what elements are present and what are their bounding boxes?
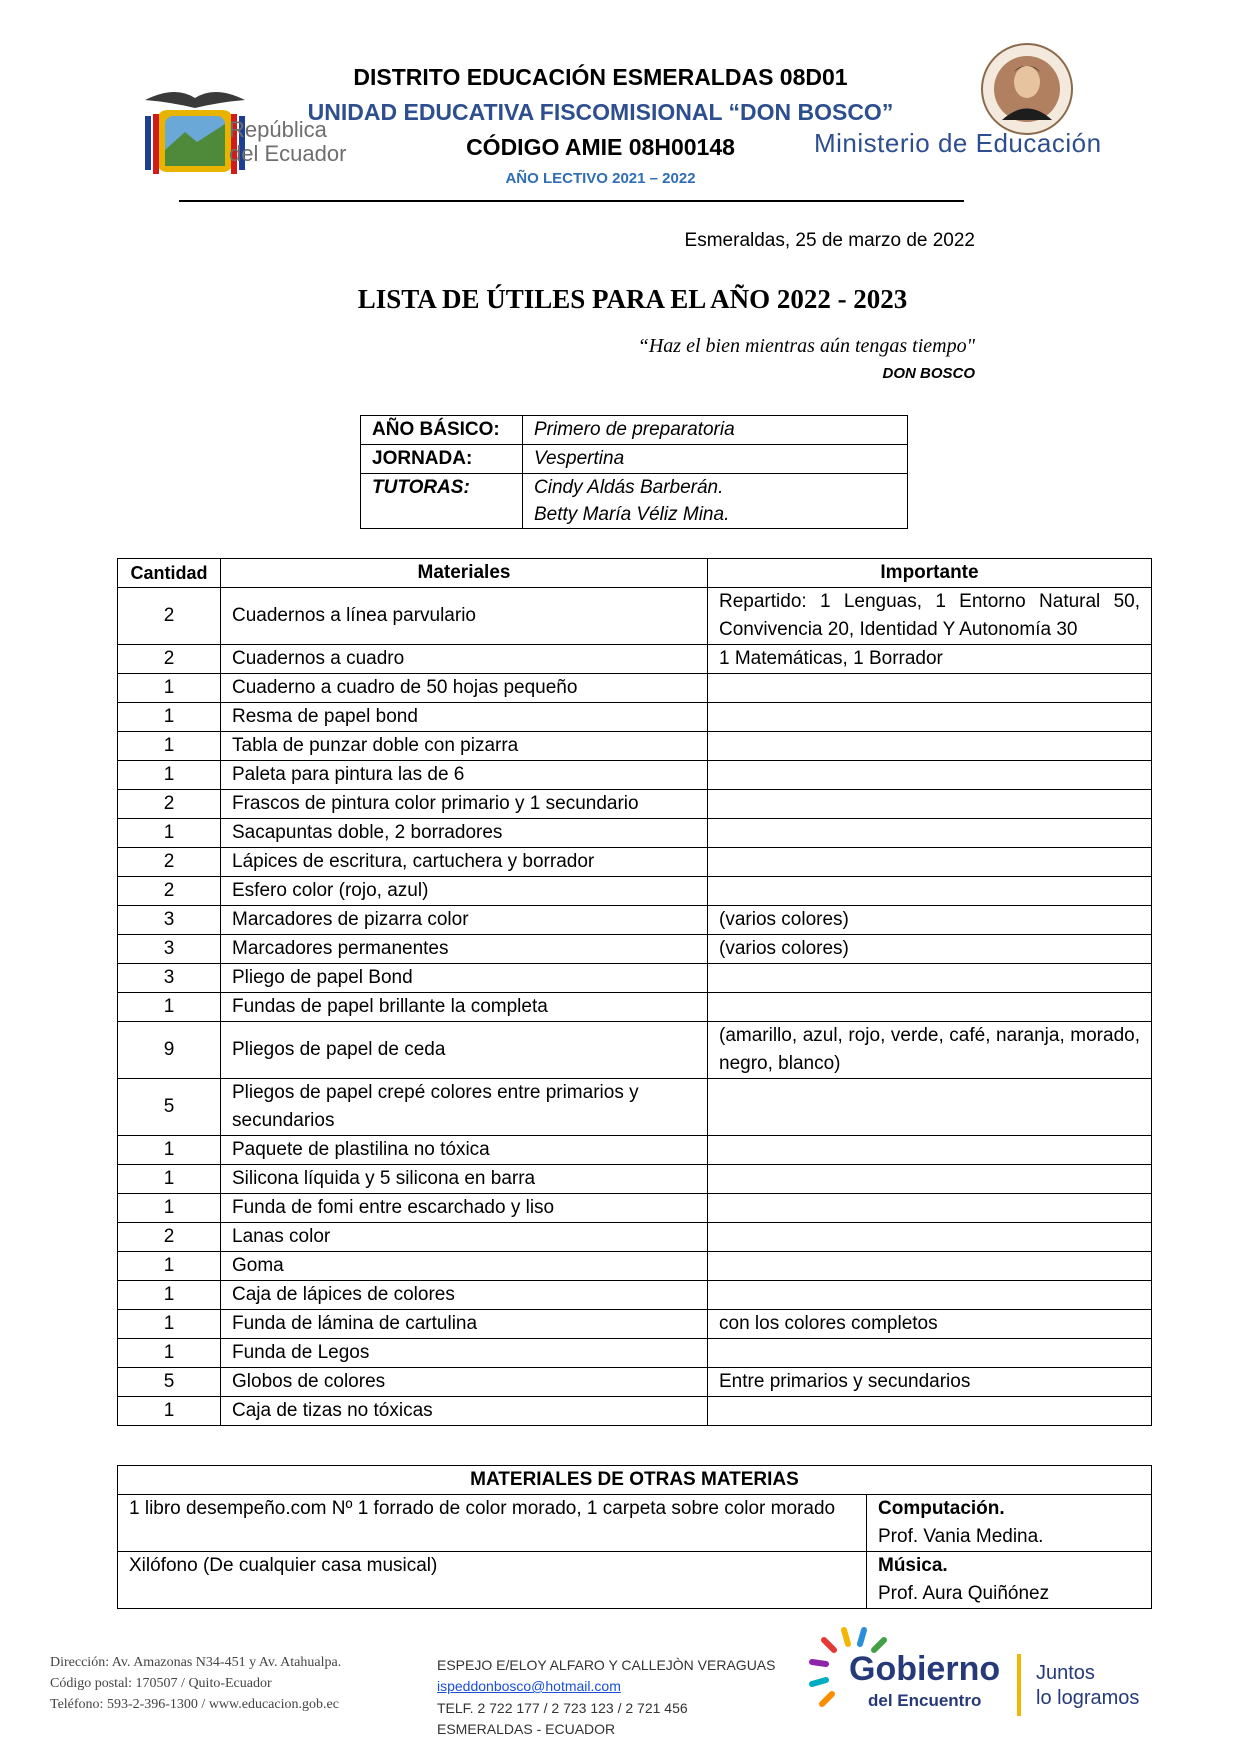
info-row-ano <box>361 416 908 445</box>
footer-address: Dirección: Av. Amazonas N34-451 y Av. Atahualpa. <box>50 1655 342 1670</box>
material-cell: Funda de lámina de cartulina <box>221 1310 708 1339</box>
republica-line2: del Ecuador <box>229 141 347 166</box>
logo-divider <box>1017 1654 1021 1716</box>
cantidad-cell: 1 <box>118 1165 221 1194</box>
quote: “Haz el bien mientras aún tengas tiempo" <box>637 335 975 357</box>
materials-header-row <box>118 559 1152 588</box>
table-row <box>118 1281 1152 1310</box>
footer-phone: Teléfono: 593-2-396-1300 / www.educacion.gob.ec <box>50 1697 339 1712</box>
table-row <box>118 1136 1152 1165</box>
table-row <box>118 848 1152 877</box>
importante-cell <box>708 761 1152 790</box>
material-cell: Paleta para pintura las de 6 <box>221 761 708 790</box>
importante-cell: con los colores completos <box>708 1310 1152 1339</box>
material-cell: Pliego de papel Bond <box>221 964 708 993</box>
cantidad-cell: 2 <box>118 877 221 906</box>
header-importante: Importante <box>708 559 1152 588</box>
importante-cell <box>708 1252 1152 1281</box>
jornada-value: Vespertina <box>523 445 908 474</box>
importante-cell: (varios colores) <box>708 906 1152 935</box>
tutoras-value <box>523 474 908 529</box>
importante-cell <box>708 1397 1152 1426</box>
cantidad-cell: 2 <box>118 790 221 819</box>
subject-name: Música. <box>878 1555 948 1576</box>
teacher-name: Prof. Vania Medina. <box>878 1526 1044 1547</box>
school-email-link[interactable]: ispeddonbosco@hotmail.com <box>437 1678 621 1694</box>
teacher-name: Prof. Aura Quiñónez <box>878 1583 1050 1604</box>
cantidad-cell: 3 <box>118 935 221 964</box>
importante-cell <box>708 674 1152 703</box>
material-cell: Marcadores permanentes <box>221 935 708 964</box>
material-cell: Pliegos de papel de ceda <box>221 1022 708 1079</box>
material-cell: Caja de tizas no tóxicas <box>221 1397 708 1426</box>
table-row <box>118 1022 1152 1079</box>
material-cell: Lápices de escritura, cartuchera y borrador <box>221 848 708 877</box>
importante-cell <box>708 1339 1152 1368</box>
table-row <box>118 1339 1152 1368</box>
material-cell: Cuadernos a línea parvulario <box>221 588 708 645</box>
cantidad-cell: 1 <box>118 1252 221 1281</box>
school-address: ESPEJO E/ELOY ALFARO Y CALLEJÒN VERAGUAS <box>437 1657 776 1673</box>
table-row <box>118 761 1152 790</box>
cantidad-cell: 2 <box>118 848 221 877</box>
other-subject-cell <box>867 1495 1152 1552</box>
material-cell: Resma de papel bond <box>221 703 708 732</box>
course-info-table <box>360 415 908 529</box>
table-row <box>118 1310 1152 1339</box>
cantidad-cell: 1 <box>118 1194 221 1223</box>
cantidad-cell: 1 <box>118 1281 221 1310</box>
importante-cell: Repartido: 1 Lenguas, 1 Entorno Natural 50, Convivencia 20, Identidad Y Autonomía 30 <box>708 588 1152 645</box>
table-row <box>118 645 1152 674</box>
material-cell: Goma <box>221 1252 708 1281</box>
importante-cell <box>708 1223 1152 1252</box>
table-row <box>118 935 1152 964</box>
republica-line1: República <box>229 117 327 142</box>
other-subject-cell <box>867 1552 1152 1609</box>
material-cell: Silicona líquida y 5 silicona en barra <box>221 1165 708 1194</box>
table-row <box>118 732 1152 761</box>
school-name: UNIDAD EDUCATIVA FISCOMISIONAL “DON BOSCO” <box>307 99 894 125</box>
importante-cell <box>708 732 1152 761</box>
school-year: AÑO LECTIVO 2021 – 2022 <box>505 170 696 187</box>
school-city: ESMERALDAS - ECUADOR <box>437 1721 616 1737</box>
footer-postal: Código postal: 170507 / Quito-Ecuador <box>50 1676 272 1691</box>
other-header-row <box>118 1466 1152 1495</box>
table-row <box>118 819 1152 848</box>
district-title: DISTRITO EDUCACIÓN ESMERALDAS 08D01 <box>353 64 848 90</box>
tutora-2: Betty María Véliz Mina. <box>534 504 730 525</box>
table-row <box>118 588 1152 645</box>
header-cantidad: Cantidad <box>118 559 221 588</box>
header-divider <box>179 200 964 202</box>
table-row <box>118 1165 1152 1194</box>
gobierno-logo-subtext: del Encuentro <box>868 1691 982 1710</box>
cantidad-cell: 3 <box>118 964 221 993</box>
material-cell: Cuaderno a cuadro de 50 hojas pequeño <box>221 674 708 703</box>
importante-cell <box>708 877 1152 906</box>
table-row <box>118 1397 1152 1426</box>
material-cell: Funda de fomi entre escarchado y liso <box>221 1194 708 1223</box>
other-desc: 1 libro desempeño.com Nº 1 forrado de color morado, 1 carpeta sobre color morado <box>118 1495 867 1552</box>
other-desc: Xilófono (De cualquier casa musical) <box>118 1552 867 1609</box>
cantidad-cell: 3 <box>118 906 221 935</box>
material-cell: Caja de lápices de colores <box>221 1281 708 1310</box>
table-row <box>118 1194 1152 1223</box>
material-cell: Tabla de punzar doble con pizarra <box>221 732 708 761</box>
importante-cell <box>708 1136 1152 1165</box>
material-cell: Sacapuntas doble, 2 borradores <box>221 819 708 848</box>
gobierno-logo-text: Gobierno <box>849 1650 1001 1688</box>
material-cell: Lanas color <box>221 1223 708 1252</box>
importante-cell <box>708 964 1152 993</box>
importante-cell: Entre primarios y secundarios <box>708 1368 1152 1397</box>
quote-author: DON BOSCO <box>882 365 975 382</box>
ano-label: AÑO BÁSICO: <box>361 416 523 445</box>
importante-cell: (varios colores) <box>708 935 1152 964</box>
table-row <box>118 1552 1152 1609</box>
material-cell: Fundas de papel brillante la completa <box>221 993 708 1022</box>
table-row <box>118 1223 1152 1252</box>
material-cell: Funda de Legos <box>221 1339 708 1368</box>
table-row <box>118 1368 1152 1397</box>
importante-cell <box>708 1079 1152 1136</box>
table-row <box>118 1495 1152 1552</box>
importante-cell <box>708 1165 1152 1194</box>
cantidad-cell: 2 <box>118 588 221 645</box>
material-cell: Esfero color (rojo, azul) <box>221 877 708 906</box>
document-date: Esmeraldas, 25 de marzo de 2022 <box>684 230 975 251</box>
tutora-1: Cindy Aldás Barberán. <box>534 477 724 498</box>
material-cell: Frascos de pintura color primario y 1 secundario <box>221 790 708 819</box>
table-row <box>118 964 1152 993</box>
cantidad-cell: 1 <box>118 703 221 732</box>
cantidad-cell: 1 <box>118 732 221 761</box>
importante-cell <box>708 819 1152 848</box>
amie-code: CÓDIGO AMIE 08H00148 <box>466 134 735 160</box>
importante-cell <box>708 993 1152 1022</box>
cantidad-cell: 2 <box>118 1223 221 1252</box>
ministerio-de-educacion-logo-text: Ministerio de Educación <box>814 128 1102 158</box>
info-row-jornada <box>361 445 908 474</box>
school-phone: TELF. 2 722 177 / 2 723 123 / 2 721 456 <box>437 1700 688 1716</box>
material-cell: Cuadernos a cuadro <box>221 645 708 674</box>
cantidad-cell: 1 <box>118 674 221 703</box>
slogan-line2: lo logramos <box>1036 1687 1140 1709</box>
importante-cell <box>708 790 1152 819</box>
other-subjects-title: MATERIALES DE OTRAS MATERIAS <box>118 1466 1152 1495</box>
cantidad-cell: 1 <box>118 1136 221 1165</box>
material-cell: Marcadores de pizarra color <box>221 906 708 935</box>
importante-cell <box>708 1194 1152 1223</box>
jornada-label: JORNADA: <box>361 445 523 474</box>
table-row <box>118 993 1152 1022</box>
importante-cell: 1 Matemáticas, 1 Borrador <box>708 645 1152 674</box>
table-row <box>118 1252 1152 1281</box>
tutoras-label: TUTORAS: <box>361 474 523 529</box>
material-cell: Pliegos de papel crepé colores entre primarios y secundarios <box>221 1079 708 1136</box>
table-row <box>118 790 1152 819</box>
ano-value: Primero de preparatoria <box>523 416 908 445</box>
slogan-line1: Juntos <box>1036 1662 1095 1684</box>
cantidad-cell: 1 <box>118 1339 221 1368</box>
cantidad-cell: 5 <box>118 1368 221 1397</box>
info-row-tutoras <box>361 474 908 529</box>
cantidad-cell: 1 <box>118 761 221 790</box>
cantidad-cell: 2 <box>118 645 221 674</box>
header-materiales: Materiales <box>221 559 708 588</box>
table-row <box>118 877 1152 906</box>
cantidad-cell: 5 <box>118 1079 221 1136</box>
subject-name: Computación. <box>878 1498 1005 1519</box>
table-row <box>118 703 1152 732</box>
materials-table <box>117 558 1152 1426</box>
table-row <box>118 674 1152 703</box>
importante-cell <box>708 1281 1152 1310</box>
importante-cell: (amarillo, azul, rojo, verde, café, naranja, morado, negro, blanco) <box>708 1022 1152 1079</box>
cantidad-cell: 1 <box>118 993 221 1022</box>
material-cell: Paquete de plastilina no tóxica <box>221 1136 708 1165</box>
table-row <box>118 906 1152 935</box>
cantidad-cell: 1 <box>118 1397 221 1426</box>
cantidad-cell: 1 <box>118 819 221 848</box>
importante-cell <box>708 703 1152 732</box>
other-subjects-table <box>117 1465 1152 1609</box>
cantidad-cell: 1 <box>118 1310 221 1339</box>
document-title: LISTA DE ÚTILES PARA EL AÑO 2022 - 2023 <box>357 284 908 314</box>
cantidad-cell: 9 <box>118 1022 221 1079</box>
table-row <box>118 1079 1152 1136</box>
importante-cell <box>708 848 1152 877</box>
material-cell: Globos de colores <box>221 1368 708 1397</box>
